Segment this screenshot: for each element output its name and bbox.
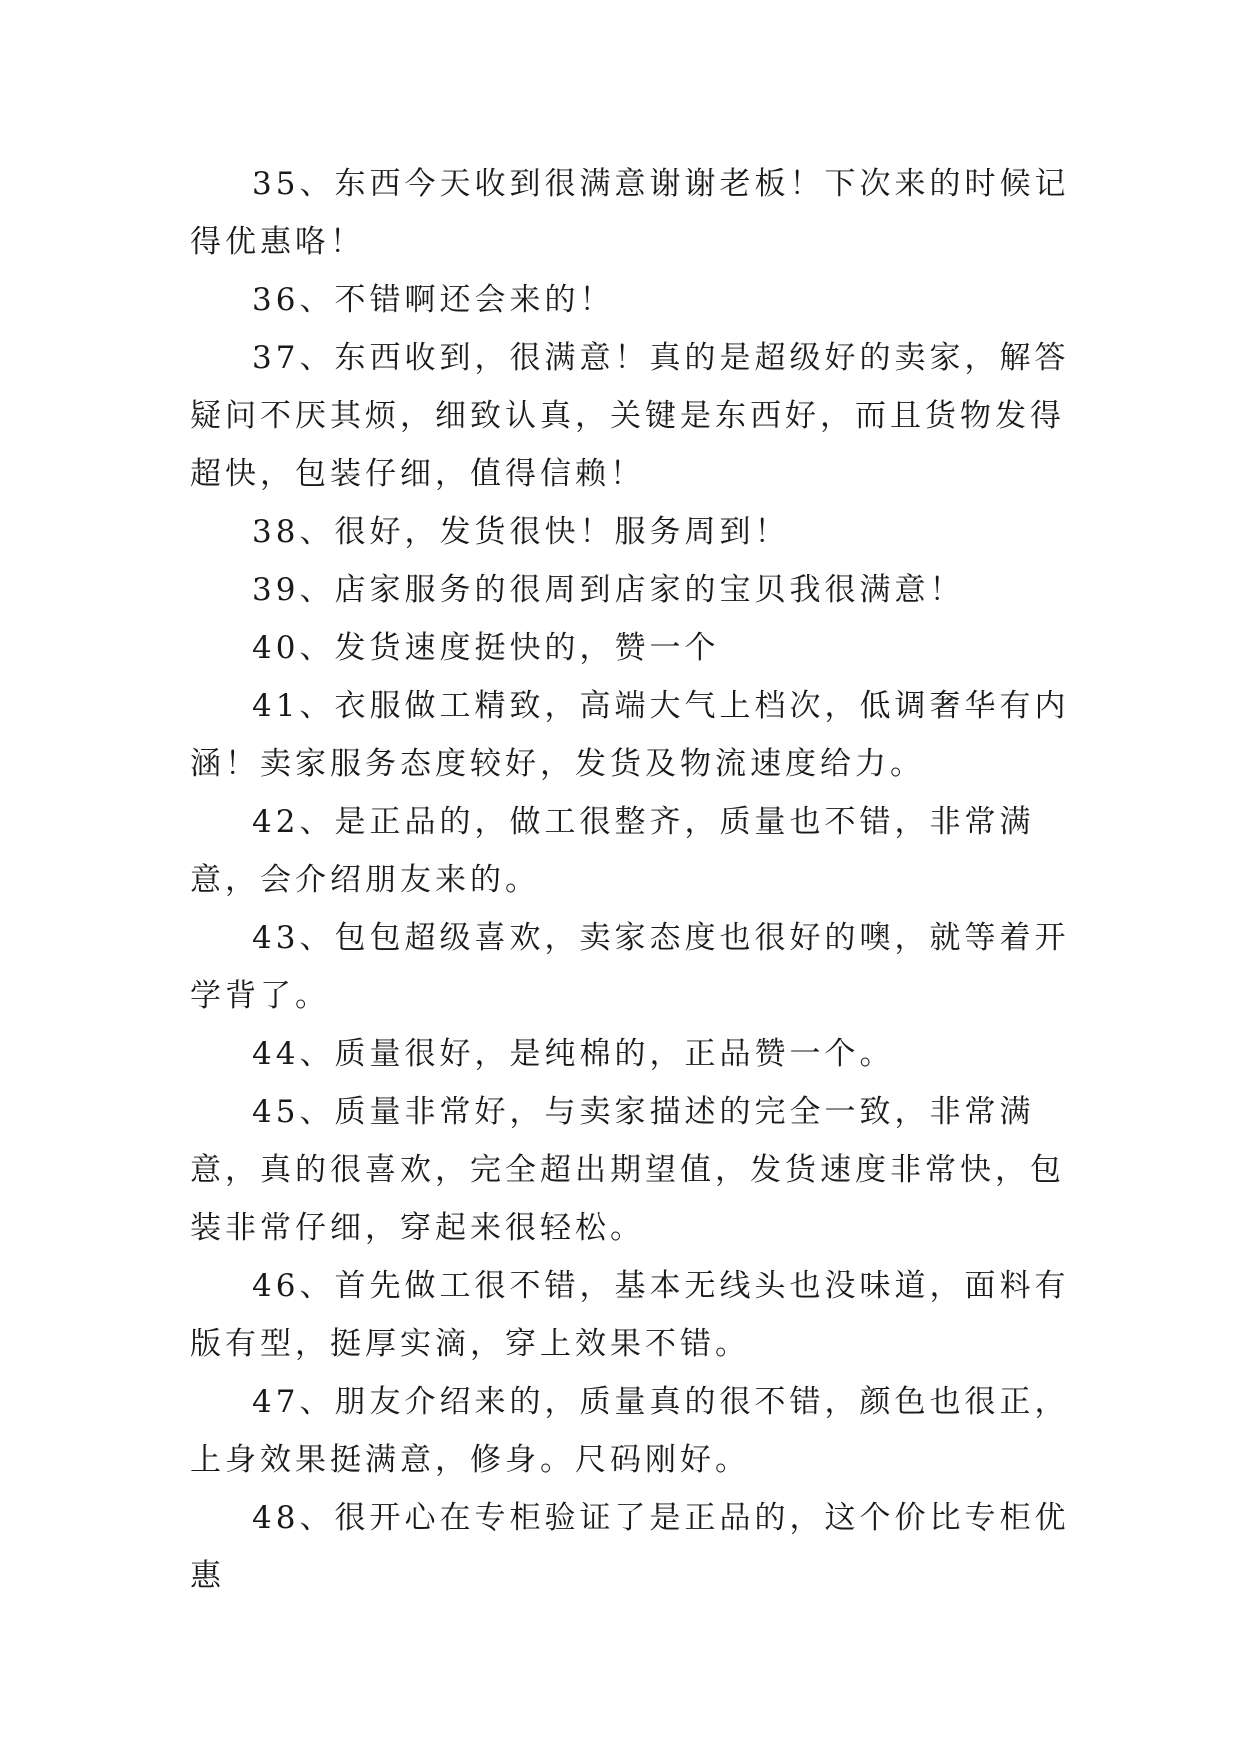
review-paragraph-38: 38、很好，发货很快！服务周到！ [252, 514, 790, 550]
review-paragraph-40: 40、发货速度挺快的，赞一个 [252, 630, 720, 666]
review-paragraph-41: 41、衣服做工精致，高端大气上档次，低调奢华有内涵！卖家服务态度较好，发货及物流速度给力。 [190, 688, 1070, 782]
review-paragraph-47: 47、朋友介绍来的，质量真的很不错，颜色也很正，上身效果挺满意，修身。尺码刚好。 [190, 1384, 1070, 1478]
review-paragraph-37: 37、东西收到，很满意！真的是超级好的卖家，解答疑问不厌其烦，细致认真，关键是东西好，而且货物发得超快，包装仔细，值得信赖！ [190, 340, 1070, 492]
review-paragraph-39: 39、店家服务的很周到店家的宝贝我很满意！ [252, 572, 965, 608]
review-paragraph-46: 46、首先做工很不错，基本无线头也没味道，面料有版有型，挺厚实滴，穿上效果不错。 [190, 1268, 1070, 1362]
review-paragraph-42: 42、是正品的，做工很整齐，质量也不错，非常满意，会介绍朋友来的。 [190, 804, 1035, 898]
review-paragraph-36: 36、不错啊还会来的！ [252, 282, 615, 318]
review-paragraph-48: 48、很开心在专柜验证了是正品的，这个价比专柜优惠 [190, 1500, 1070, 1594]
review-paragraph-43: 43、包包超级喜欢，卖家态度也很好的噢，就等着开学背了。 [190, 920, 1070, 1014]
review-paragraph-35: 35、东西今天收到很满意谢谢老板！下次来的时候记得优惠咯！ [190, 166, 1070, 260]
review-paragraph-45: 45、质量非常好，与卖家描述的完全一致，非常满意，真的很喜欢，完全超出期望值，发货速度非常快，包装非常仔细，穿起来很轻松。 [190, 1094, 1065, 1246]
document-body [190, 155, 1070, 1605]
review-paragraph-44: 44、质量很好，是纯棉的，正品赞一个。 [252, 1036, 895, 1072]
